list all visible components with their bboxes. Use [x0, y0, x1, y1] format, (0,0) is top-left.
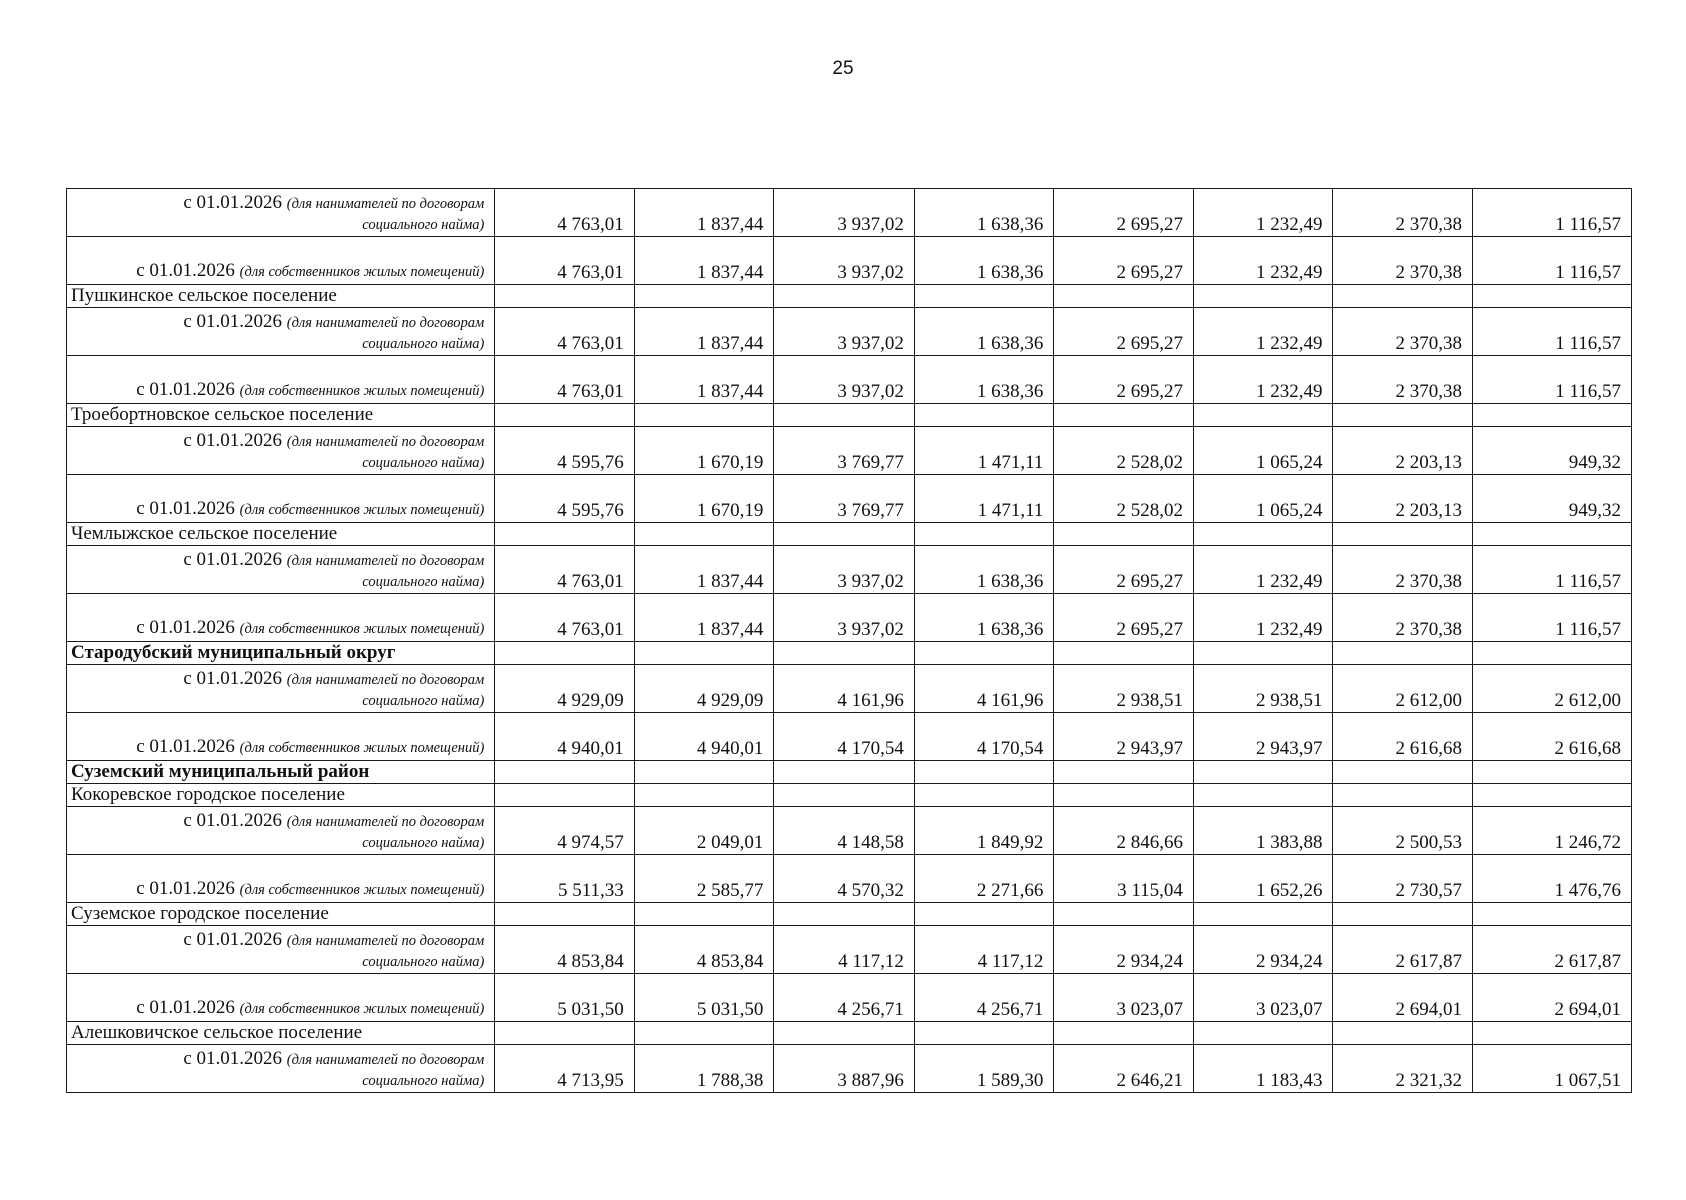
- row-note-line2: социального найма): [362, 1073, 485, 1089]
- empty-cell: [1193, 761, 1333, 784]
- value-cell: 2 528,02: [1054, 475, 1194, 523]
- row-label-line: [71, 1048, 484, 1071]
- section-title: Троебортновское сельское поселение: [67, 404, 495, 427]
- row-label-line: [71, 810, 484, 833]
- row-date: с 01.01.2026: [183, 192, 283, 213]
- empty-cell: [495, 761, 635, 784]
- value-cell: 4 853,84: [495, 926, 635, 974]
- value-cell: 2 695,27: [1054, 594, 1194, 642]
- empty-cell: [1472, 903, 1631, 926]
- table-row: [67, 475, 1632, 523]
- value-cell: 949,32: [1472, 427, 1631, 475]
- value-cell: 3 887,96: [774, 1045, 915, 1093]
- empty-cell: [495, 903, 635, 926]
- value-cell: 4 940,01: [634, 713, 774, 761]
- value-cell: 2 271,66: [914, 855, 1054, 903]
- row-label-line: [71, 311, 484, 334]
- section-title: Стародубский муниципальный округ: [67, 642, 495, 665]
- value-cell: 3 937,02: [774, 308, 915, 356]
- row-label-line: [71, 260, 484, 283]
- value-cell: 5 031,50: [634, 974, 774, 1022]
- row-note: (для нанимателей по договорам: [286, 553, 485, 569]
- row-label-line: [71, 668, 484, 691]
- value-cell: 3 937,02: [774, 594, 915, 642]
- value-cell: 1 232,49: [1193, 308, 1333, 356]
- empty-cell: [1054, 784, 1194, 807]
- section-title: Суземское городское поселение: [67, 903, 495, 926]
- value-cell: 1 065,24: [1193, 427, 1333, 475]
- value-cell: 3 937,02: [774, 546, 915, 594]
- value-cell: 4 170,54: [914, 713, 1054, 761]
- empty-cell: [495, 1022, 635, 1045]
- empty-cell: [634, 784, 774, 807]
- value-cell: 1 116,57: [1472, 189, 1631, 237]
- value-cell: 1 471,11: [914, 427, 1054, 475]
- value-cell: 2 321,32: [1333, 1045, 1473, 1093]
- table-row: [67, 807, 1632, 855]
- value-cell: 1 638,36: [914, 356, 1054, 404]
- empty-cell: [1193, 903, 1333, 926]
- value-cell: 4 595,76: [495, 427, 635, 475]
- value-cell: 4 713,95: [495, 1045, 635, 1093]
- value-cell: 4 763,01: [495, 594, 635, 642]
- value-cell: 4 117,12: [774, 926, 915, 974]
- empty-cell: [1333, 761, 1473, 784]
- value-cell: 4 170,54: [774, 713, 915, 761]
- row-label-line: [71, 192, 484, 215]
- value-cell: 2 846,66: [1054, 807, 1194, 855]
- value-cell: 2 934,24: [1193, 926, 1333, 974]
- row-date: с 01.01.2026: [183, 1048, 283, 1069]
- value-cell: 3 769,77: [774, 427, 915, 475]
- value-cell: 2 370,38: [1333, 356, 1473, 404]
- value-cell: 5 031,50: [495, 974, 635, 1022]
- empty-cell: [774, 285, 915, 308]
- value-cell: 5 511,33: [495, 855, 635, 903]
- value-cell: 2 616,68: [1472, 713, 1631, 761]
- row-label: [67, 1045, 495, 1093]
- row-date: с 01.01.2026: [136, 617, 235, 638]
- value-cell: 4 853,84: [634, 926, 774, 974]
- value-cell: 1 383,88: [1193, 807, 1333, 855]
- empty-cell: [914, 903, 1054, 926]
- row-note: (для нанимателей по договорам: [286, 1052, 485, 1068]
- empty-cell: [495, 784, 635, 807]
- table-row: [67, 427, 1632, 475]
- empty-cell: [1333, 523, 1473, 546]
- value-cell: 4 763,01: [495, 237, 635, 285]
- value-cell: 2 695,27: [1054, 237, 1194, 285]
- empty-cell: [1054, 761, 1194, 784]
- value-cell: 2 203,13: [1333, 475, 1473, 523]
- value-cell: 1 116,57: [1472, 546, 1631, 594]
- empty-cell: [495, 285, 635, 308]
- value-cell: 1 065,24: [1193, 475, 1333, 523]
- table-row: [67, 308, 1632, 356]
- empty-cell: [634, 523, 774, 546]
- value-cell: 1 232,49: [1193, 237, 1333, 285]
- value-cell: 4 763,01: [495, 308, 635, 356]
- row-date: с 01.01.2026: [136, 379, 235, 400]
- value-cell: 2 370,38: [1333, 546, 1473, 594]
- row-note-line2: социального найма): [362, 954, 485, 970]
- row-note: (для нанимателей по договорам: [286, 315, 485, 331]
- value-cell: 2 695,27: [1054, 189, 1194, 237]
- value-cell: 3 115,04: [1054, 855, 1194, 903]
- value-cell: 2 370,38: [1333, 308, 1473, 356]
- empty-cell: [1054, 903, 1194, 926]
- value-cell: 2 695,27: [1054, 546, 1194, 594]
- table-row: [67, 356, 1632, 404]
- value-cell: 1 232,49: [1193, 546, 1333, 594]
- empty-cell: [1193, 642, 1333, 665]
- value-cell: 1 652,26: [1193, 855, 1333, 903]
- value-cell: 1 788,38: [634, 1045, 774, 1093]
- value-cell: 1 232,49: [1193, 594, 1333, 642]
- value-cell: 2 694,01: [1472, 974, 1631, 1022]
- empty-cell: [914, 761, 1054, 784]
- empty-cell: [774, 523, 915, 546]
- value-cell: 1 849,92: [914, 807, 1054, 855]
- empty-cell: [914, 784, 1054, 807]
- empty-cell: [1333, 404, 1473, 427]
- empty-cell: [914, 642, 1054, 665]
- row-note-line2: социального найма): [362, 574, 485, 590]
- empty-cell: [1193, 285, 1333, 308]
- row-label-line: [71, 379, 484, 402]
- row-label: [67, 356, 495, 404]
- empty-cell: [495, 523, 635, 546]
- empty-cell: [1054, 523, 1194, 546]
- value-cell: 1 116,57: [1472, 356, 1631, 404]
- value-cell: 2 617,87: [1333, 926, 1473, 974]
- empty-cell: [1054, 404, 1194, 427]
- value-cell: 1 116,57: [1472, 594, 1631, 642]
- value-cell: 2 730,57: [1333, 855, 1473, 903]
- row-label-line: [71, 549, 484, 572]
- table-row: [67, 594, 1632, 642]
- row-label: [67, 308, 495, 356]
- row-note-line2: социального найма): [362, 455, 485, 471]
- section-row: [67, 642, 1632, 665]
- value-cell: 949,32: [1472, 475, 1631, 523]
- value-cell: 1 476,76: [1472, 855, 1631, 903]
- table-row: [67, 1045, 1632, 1093]
- section-title: Чемлыжское сельское поселение: [67, 523, 495, 546]
- row-date: с 01.01.2026: [183, 668, 283, 689]
- section-row: [67, 404, 1632, 427]
- value-cell: 2 203,13: [1333, 427, 1473, 475]
- page-number: 25: [832, 58, 854, 79]
- section-title: Пушкинское сельское поселение: [67, 285, 495, 308]
- row-label-line: [71, 736, 484, 759]
- empty-cell: [1193, 1022, 1333, 1045]
- empty-cell: [1193, 523, 1333, 546]
- empty-cell: [495, 404, 635, 427]
- row-note: (для собственников жилых помещений): [239, 383, 485, 399]
- value-cell: 4 256,71: [774, 974, 915, 1022]
- row-label-line: [71, 430, 484, 453]
- row-note: (для собственников жилых помещений): [239, 502, 485, 518]
- empty-cell: [1472, 523, 1631, 546]
- value-cell: 1 183,43: [1193, 1045, 1333, 1093]
- empty-cell: [1054, 642, 1194, 665]
- empty-cell: [1472, 784, 1631, 807]
- row-date: с 01.01.2026: [183, 929, 283, 950]
- value-cell: 2 617,87: [1472, 926, 1631, 974]
- value-cell: 2 943,97: [1054, 713, 1194, 761]
- value-cell: 4 256,71: [914, 974, 1054, 1022]
- empty-cell: [1333, 903, 1473, 926]
- row-label-line: [71, 997, 484, 1020]
- empty-cell: [1054, 285, 1194, 308]
- value-cell: 1 837,44: [634, 356, 774, 404]
- empty-cell: [634, 761, 774, 784]
- row-date: с 01.01.2026: [136, 498, 235, 519]
- table-row: [67, 189, 1632, 237]
- table-row: [67, 855, 1632, 903]
- row-note: (для нанимателей по договорам: [286, 672, 485, 688]
- empty-cell: [634, 404, 774, 427]
- row-note: (для нанимателей по договорам: [286, 933, 485, 949]
- row-label: [67, 665, 495, 713]
- value-cell: 4 763,01: [495, 546, 635, 594]
- row-note: (для собственников жилых помещений): [239, 882, 485, 898]
- empty-cell: [634, 903, 774, 926]
- empty-cell: [1472, 285, 1631, 308]
- value-cell: 2 500,53: [1333, 807, 1473, 855]
- row-label-line: [71, 929, 484, 952]
- empty-cell: [1193, 404, 1333, 427]
- value-cell: 1 837,44: [634, 189, 774, 237]
- section-row: [67, 761, 1632, 784]
- value-cell: 1 638,36: [914, 189, 1054, 237]
- row-note-line2: социального найма): [362, 693, 485, 709]
- value-cell: 4 570,32: [774, 855, 915, 903]
- value-cell: 2 943,97: [1193, 713, 1333, 761]
- empty-cell: [1472, 1022, 1631, 1045]
- row-date: с 01.01.2026: [183, 311, 283, 332]
- table-row: [67, 237, 1632, 285]
- row-label-line: [71, 498, 484, 521]
- value-cell: 1 116,57: [1472, 308, 1631, 356]
- value-cell: 3 937,02: [774, 356, 915, 404]
- value-cell: 3 937,02: [774, 189, 915, 237]
- row-label: [67, 807, 495, 855]
- section-title: Кокоревское городское поселение: [67, 784, 495, 807]
- empty-cell: [634, 1022, 774, 1045]
- value-cell: 4 974,57: [495, 807, 635, 855]
- value-cell: 2 934,24: [1054, 926, 1194, 974]
- row-note-line2: социального найма): [362, 336, 485, 352]
- row-label: [67, 237, 495, 285]
- table-row: [67, 974, 1632, 1022]
- row-note-line2: социального найма): [362, 217, 485, 233]
- table-row: [67, 665, 1632, 713]
- row-label-line: [71, 878, 484, 901]
- row-date: с 01.01.2026: [136, 997, 235, 1018]
- row-label: [67, 974, 495, 1022]
- empty-cell: [774, 404, 915, 427]
- section-row: [67, 1022, 1632, 1045]
- empty-cell: [495, 642, 635, 665]
- value-cell: 1 638,36: [914, 308, 1054, 356]
- empty-cell: [1333, 1022, 1473, 1045]
- value-cell: 4 117,12: [914, 926, 1054, 974]
- row-label: [67, 546, 495, 594]
- row-label: [67, 189, 495, 237]
- row-date: с 01.01.2026: [136, 736, 235, 757]
- row-date: с 01.01.2026: [183, 430, 283, 451]
- section-row: [67, 523, 1632, 546]
- empty-cell: [914, 404, 1054, 427]
- empty-cell: [1333, 285, 1473, 308]
- section-row: [67, 784, 1632, 807]
- value-cell: 2 370,38: [1333, 189, 1473, 237]
- empty-cell: [774, 761, 915, 784]
- section-title: Суземский муниципальный район: [67, 761, 495, 784]
- row-note: (для собственников жилых помещений): [239, 621, 485, 637]
- section-title: Алешковичское сельское поселение: [67, 1022, 495, 1045]
- value-cell: 3 023,07: [1193, 974, 1333, 1022]
- row-label: [67, 594, 495, 642]
- tariff-table: [66, 188, 1632, 1093]
- row-note-line2: социального найма): [362, 835, 485, 851]
- value-cell: 2 049,01: [634, 807, 774, 855]
- value-cell: 1 067,51: [1472, 1045, 1631, 1093]
- value-cell: 3 023,07: [1054, 974, 1194, 1022]
- row-note: (для собственников жилых помещений): [239, 740, 485, 756]
- value-cell: 3 769,77: [774, 475, 915, 523]
- value-cell: 1 837,44: [634, 594, 774, 642]
- empty-cell: [1193, 784, 1333, 807]
- value-cell: 1 246,72: [1472, 807, 1631, 855]
- value-cell: 1 670,19: [634, 427, 774, 475]
- value-cell: 2 694,01: [1333, 974, 1473, 1022]
- row-label: [67, 855, 495, 903]
- section-row: [67, 903, 1632, 926]
- empty-cell: [634, 285, 774, 308]
- value-cell: 2 695,27: [1054, 308, 1194, 356]
- empty-cell: [914, 1022, 1054, 1045]
- row-note: (для собственников жилых помещений): [239, 1001, 485, 1017]
- section-row: [67, 285, 1632, 308]
- row-note: (для нанимателей по договорам: [286, 196, 485, 212]
- row-note: (для собственников жилых помещений): [239, 264, 485, 280]
- value-cell: 2 528,02: [1054, 427, 1194, 475]
- row-date: с 01.01.2026: [136, 260, 235, 281]
- empty-cell: [774, 784, 915, 807]
- value-cell: 4 763,01: [495, 356, 635, 404]
- empty-cell: [1472, 761, 1631, 784]
- row-note: (для нанимателей по договорам: [286, 814, 485, 830]
- value-cell: 2 370,38: [1333, 237, 1473, 285]
- value-cell: 1 837,44: [634, 237, 774, 285]
- value-cell: 4 940,01: [495, 713, 635, 761]
- value-cell: 1 837,44: [634, 546, 774, 594]
- empty-cell: [1054, 1022, 1194, 1045]
- value-cell: 1 837,44: [634, 308, 774, 356]
- row-date: с 01.01.2026: [136, 878, 235, 899]
- value-cell: 3 937,02: [774, 237, 915, 285]
- row-label: [67, 427, 495, 475]
- row-label: [67, 713, 495, 761]
- empty-cell: [1472, 642, 1631, 665]
- empty-cell: [634, 642, 774, 665]
- value-cell: 4 148,58: [774, 807, 915, 855]
- value-cell: 1 232,49: [1193, 189, 1333, 237]
- row-date: с 01.01.2026: [183, 549, 283, 570]
- empty-cell: [1472, 404, 1631, 427]
- value-cell: 2 938,51: [1054, 665, 1194, 713]
- value-cell: 2 938,51: [1193, 665, 1333, 713]
- value-cell: 2 646,21: [1054, 1045, 1194, 1093]
- value-cell: 1 232,49: [1193, 356, 1333, 404]
- value-cell: 1 638,36: [914, 546, 1054, 594]
- empty-cell: [1333, 642, 1473, 665]
- value-cell: 4 161,96: [914, 665, 1054, 713]
- value-cell: 2 612,00: [1333, 665, 1473, 713]
- empty-cell: [914, 285, 1054, 308]
- table-row: [67, 713, 1632, 761]
- row-label: [67, 475, 495, 523]
- empty-cell: [774, 1022, 915, 1045]
- row-note: (для нанимателей по договорам: [286, 434, 485, 450]
- value-cell: 1 638,36: [914, 594, 1054, 642]
- row-label: [67, 926, 495, 974]
- value-cell: 2 585,77: [634, 855, 774, 903]
- value-cell: 2 612,00: [1472, 665, 1631, 713]
- value-cell: 1 589,30: [914, 1045, 1054, 1093]
- value-cell: 1 471,11: [914, 475, 1054, 523]
- empty-cell: [1333, 784, 1473, 807]
- value-cell: 2 616,68: [1333, 713, 1473, 761]
- table-body: [67, 189, 1632, 1093]
- empty-cell: [914, 523, 1054, 546]
- row-date: с 01.01.2026: [183, 810, 283, 831]
- empty-cell: [774, 642, 915, 665]
- row-label-line: [71, 617, 484, 640]
- value-cell: 1 638,36: [914, 237, 1054, 285]
- value-cell: 4 763,01: [495, 189, 635, 237]
- value-cell: 2 695,27: [1054, 356, 1194, 404]
- empty-cell: [774, 903, 915, 926]
- value-cell: 4 929,09: [634, 665, 774, 713]
- value-cell: 2 370,38: [1333, 594, 1473, 642]
- table-row: [67, 926, 1632, 974]
- table-row: [67, 546, 1632, 594]
- value-cell: 4 929,09: [495, 665, 635, 713]
- value-cell: 1 670,19: [634, 475, 774, 523]
- value-cell: 1 116,57: [1472, 237, 1631, 285]
- value-cell: 4 595,76: [495, 475, 635, 523]
- value-cell: 4 161,96: [774, 665, 915, 713]
